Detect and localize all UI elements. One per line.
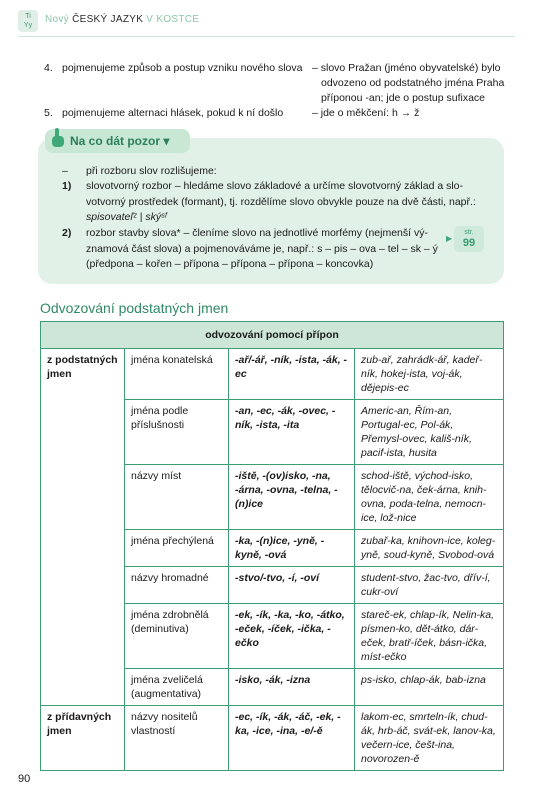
list-item-4-example: – slovo Pražan (jméno obyvatelské) bylo odvozeno od podstatného jména Praha příponou -an; jde o postup sufixace — [312, 62, 505, 104]
note-point-2-number: 2) — [62, 227, 72, 239]
type-cell: názvy míst — [125, 465, 229, 530]
header-divider — [18, 36, 515, 37]
type-cell: názvy nositelů vlastností — [125, 706, 229, 771]
table-header: odvozování pomocí přípon — [41, 322, 504, 349]
table-header-row — [41, 322, 504, 349]
page-reference[interactable]: str. 99 — [454, 226, 484, 252]
type-cell: jména přechýlená — [125, 530, 229, 567]
suffix-cell: -ka, -(n)ice, -yně, -kyně, -ová — [229, 530, 355, 567]
ref-arrow-icon: ▶ — [446, 234, 453, 243]
page-number: 90 — [18, 773, 31, 785]
derivation-table — [40, 321, 504, 771]
suffix-cell: -an, -ec, -ák, -ovec, -ník, -ista, -ita — [229, 400, 355, 465]
table-row — [41, 349, 504, 400]
note-point-1-number: 1) — [62, 180, 72, 192]
suffix-cell: -ař/-ář, -ník, -ista, -ák, -ec — [229, 349, 355, 400]
header-badge-icon: Ti Yy — [18, 10, 38, 32]
suffix-cell: -isko, -ák, -izna — [229, 669, 355, 706]
category-cell: z přídavných jmen — [41, 706, 125, 771]
type-cell: jména podle příslušnosti — [125, 400, 229, 465]
list-item-4: 4. pojmenujeme způsob a postup vzniku nového slova — [44, 62, 303, 74]
example-cell: schod-iště, východ-isko, tělocvič-na, ček-árna, knih-ovna, poda-telna, nemocn-ice, lož-nice — [355, 465, 504, 530]
note-title: Na co dát pozor ▾ — [70, 134, 170, 148]
type-cell: jména zveličelá (augmentativa) — [125, 669, 229, 706]
example-cell: zubař-ka, knihovn-ice, koleg-yně, soud-kyně, Svobod-ová — [355, 530, 504, 567]
suffix-cell: -ek, -ík, -ka, -ko, -átko, -eček, -íček, -ička, -ečko — [229, 604, 355, 669]
list-item-5-example: – jde o měkčení: h → ž — [312, 107, 420, 119]
example-cell: lakom-ec, smrteln-ík, chud-ák, hrb-áč, svát-ek, lanov-ka, večern-ice, češt-ina, novorozen-ě — [355, 706, 504, 771]
section-title: Odvozování podstatných jmen — [40, 300, 229, 316]
running-header: Nový ČESKÝ JAZYK V KOSTCE — [45, 14, 200, 25]
example-cell: zub-ař, zahrádk-ář, kadeř-ník, hokej-ista, voj-ák, dějepis-ec — [355, 349, 504, 400]
type-cell: jména konatelská — [125, 349, 229, 400]
type-cell: názvy hromadné — [125, 567, 229, 604]
note-intro: při rozboru slov rozlišujeme: — [86, 165, 217, 177]
suffix-cell: -stvo/-tvo, -í, -oví — [229, 567, 355, 604]
note-point-2: rozbor stavby slova* – členíme slovo na jednotlivé morfémy (nejmenší vý- znamová část slova) a pojmenováváme je, např.: s – pis – ova – tel – sk – ý (předpona – kořen – přípona – přípona – přípona – koncovka) — [86, 227, 438, 270]
note-dash: – — [62, 165, 68, 177]
suffix-cell: -ištĕ, -(ov)isko, -na, -árna, -ovna, -telna, -(n)ice — [229, 465, 355, 530]
pointing-hand-icon — [50, 127, 66, 151]
example-cell: stareč-ek, chlap-ík, Nelin-ka, písmen-ko, dět-átko, dár-eček, bratř-íček, básn-ička, míst-ečko — [355, 604, 504, 669]
list-item-5: 5. pojmenujeme alternaci hlásek, pokud k ní došlo — [44, 107, 284, 119]
suffix-cell: -ec, -ík, -ák, -áč, -ek, -ka, -ice, -ina, -e/-ě — [229, 706, 355, 771]
category-cell: z podstatných jmen — [41, 349, 125, 706]
example-cell: ps-isko, chlap-ák, bab-izna — [355, 669, 504, 706]
note-point-1: slovotvorný rozbor – hledáme slovo základové a určíme slovotvorný základ a slo- votvorný prostředek (formant), tj. rozdělíme slovo obvykle pouze na dvě části, např.: spisovateľᶻ | skýˢᶠ — [86, 180, 476, 223]
example-cell: student-stvo, žac-tvo, dřív-í, cukr-oví — [355, 567, 504, 604]
example-cell: Americ-an, Řím-an, Portugal-ec, Pol-ák, Přemysl-ovec, kališ-ník, pacif-ista, husita — [355, 400, 504, 465]
type-cell: jména zdrobnělá (deminutiva) — [125, 604, 229, 669]
table-row — [41, 706, 504, 771]
